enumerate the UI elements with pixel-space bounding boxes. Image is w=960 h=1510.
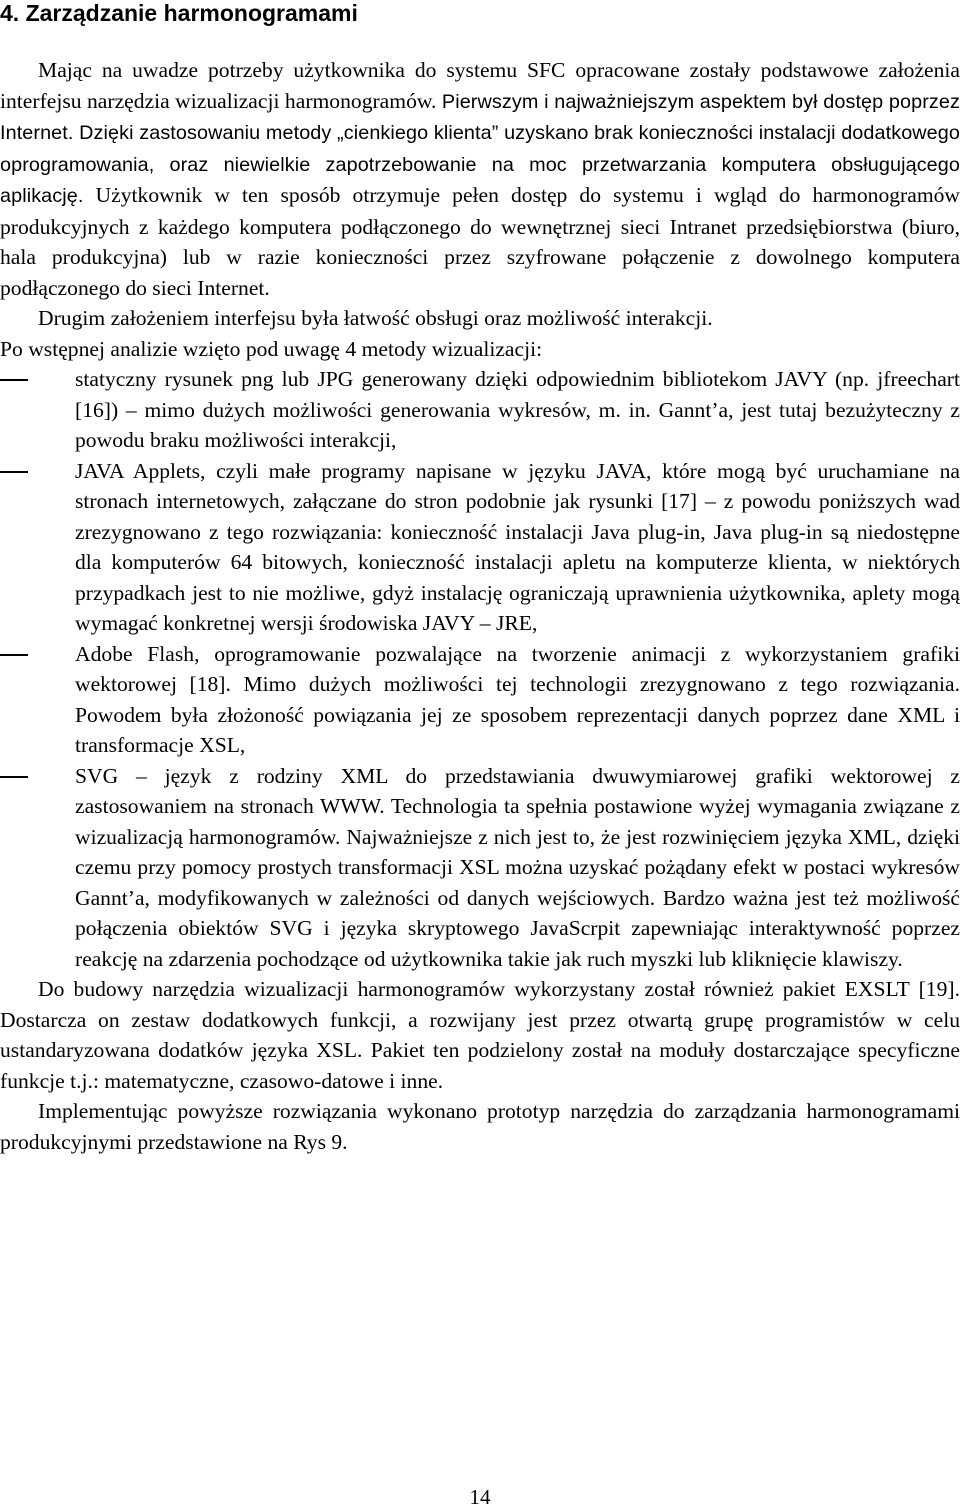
- paragraph-1-sentence-c: Użytkownik w ten sposób otrzymuje pełen dostęp do systemu i wgląd do harmonogramów produkcyjnych z każdego komputera podłączonego do wewnętrznej sieci Intranet przedsiębiorstwa (biuro, hala produkcyjna) lub w razie konieczności przez szyfrowane połączenie z dowolnego komputera podłączonego do sieci Internet.: [0, 183, 960, 300]
- paragraph-1-sentence-a: Mając na uwadze potrzeby użytkownika do systemu SFC opracowane zostały podstawowe założenia interfejsu narzędzia wizualizacji harmonogramów.: [0, 58, 960, 113]
- paragraph-3: Po wstępnej analizie wzięto pod uwagę 4 metody wizualizacji:: [0, 336, 543, 361]
- list-item: [75, 639, 960, 761]
- methods-list: [0, 364, 960, 974]
- paragraph-4: Do budowy narzędzia wizualizacji harmonogramów wykorzystany został również pakiet EXSLT [19]. Dostarcza on zestaw dodatkowych funkcji, a rozwijany jest przez otwartą grupę programistów w celu ustandaryzowana dodatków języka XSL. Pakiet ten podzielony został na moduły dostarczające specyficzne funkcje t.j.: matematyczne, czasowo-datowe i inne.: [0, 977, 960, 1093]
- paragraph-2: Drugim założeniem interfejsu była łatwość obsługi oraz możliwość interakcji.: [38, 306, 713, 330]
- list-item: [75, 761, 960, 975]
- list-item: [75, 456, 960, 639]
- list-item-text: statyczny rysunek png lub JPG generowany dzięki odpowiednim bibliotekom JAVY (np. jfreechart [16]) – mimo dużych możliwości generowania wykresów, m. in. Gannt’a, jest tutaj bezużyteczny z powodu braku możliwości interakcji,: [75, 367, 960, 452]
- list-item: [75, 364, 960, 456]
- paragraph-1-sentence-b: Pierwszym i najważniejszym aspektem był dostęp poprzez Internet. Dzięki zastosowaniu metody „cienkiego klienta” uzyskano brak konieczności instalacji dodatkowego oprogramowania, oraz niewielkie zapotrzebowanie na moc przetwarzania komputera obsługującego aplikację.: [0, 90, 960, 207]
- paragraph-5: Implementując powyższe rozwiązania wykonano prototyp narzędzia do zarządzania harmonogramami produkcyjnymi przedstawione na Rys 9.: [0, 1099, 960, 1154]
- paragraph-1: [0, 55, 960, 303]
- list-item-text: Adobe Flash, oprogramowanie pozwalające na tworzenie animacji z wykorzystaniem grafiki wektorowej [18]. Mimo dużych możliwości tej technologii zrezygnowano z tego rozwiązania. Powodem była złożoność powiązania jej ze sposobem reprezentacji danych poprzez dane XML i transformacje XSL,: [75, 641, 960, 757]
- body-text: [0, 55, 960, 1157]
- section-heading: 4. Zarządzanie harmonogramami: [0, 0, 358, 26]
- list-item-text: SVG – język z rodziny XML do przedstawiania dwuwymiarowej grafiki wektorowej z zastosowaniem na stronach WWW. Technologia ta spełnia postawione wyżej wymagania związane z wizualizacją harmonogramów. Najważniejsze z nich jest to, że jest rozwinięciem języka XML, dzięki czemu przy pomocy prostych transformacji XSL można uzyskać pożądany efekt w postaci wykresów Gannt’a, modyfikowanych w zależności od danych wejściowych. Bardzo ważna jest też możliwość połączenia obiektów SVG i języka skryptowego JavaScrpit zapewniając interaktywność poprzez reakcję na zdarzenia pochodzące od użytkownika takie jak ruch myszki lub kliknięcie klawiszy.: [75, 763, 960, 971]
- page-number: 14: [469, 1485, 491, 1509]
- list-item-text: JAVA Applets, czyli małe programy napisane w języku JAVA, które mogą być uruchamiane na stronach internetowych, załączane do stron podobnie jak rysunki [17] – z powodu poniższych wad zrezygnowano z tego rozwiązania: konieczność instalacji Java plug-in, Java plug-in są niedostępne dla komputerów 64 bitowych, konieczność instalacji apletu na komputerze klienta, w niektórych przypadkach jest to nie możliwe, gdyż instalację ograniczają uprawnienia użytkownika, aplety mogą wymagać konkretnej wersji środowiska JAVY – JRE,: [75, 458, 960, 635]
